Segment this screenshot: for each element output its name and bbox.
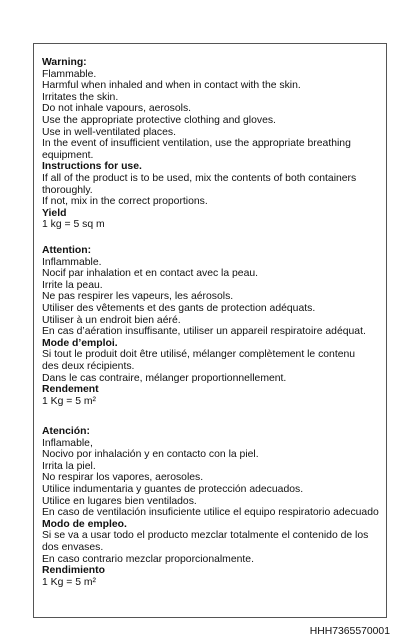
text-line: des deux récipients.	[42, 360, 135, 372]
text-line: Nocivo por inhalación y en contacto con la piel.	[42, 449, 259, 461]
text-line: Irrite la peau.	[42, 279, 103, 291]
text-line: equipment.	[42, 149, 94, 161]
text-line: Utilice indumentaria y guantes de protección adecuados.	[42, 483, 304, 495]
text-line: If not, mix in the correct proportions.	[42, 196, 208, 208]
text-line: 1 Kg = 5 m²	[42, 576, 96, 588]
text-line: dos envases.	[42, 541, 104, 553]
text-line: Nocif par inhalation et en contact avec la peau.	[42, 268, 259, 280]
section-heading: Warning:	[42, 57, 87, 68]
section-heading: Mode d’emploi.	[42, 337, 118, 349]
section-spanish	[42, 426, 382, 588]
text-line: En caso de ventilación insuficiente utilice el equipo respiratorio adecuado	[42, 507, 379, 519]
text-line: Irritates the skin.	[42, 91, 119, 103]
section-heading: Modo de empleo.	[42, 518, 127, 530]
text-line: Flammable.	[42, 68, 97, 80]
text-line: Dans le cas contraire, mélanger proportionnellement.	[42, 372, 287, 384]
text-line: 1 Kg = 5 m²	[42, 395, 96, 407]
text-line: No respirar los vapores, aerosoles.	[42, 472, 204, 484]
product-code: HHH7365570001	[309, 626, 390, 637]
text-line: If all of the product is to be used, mix the contents of both containers	[42, 172, 357, 184]
text-line: Harmful when inhaled and when in contact with the skin.	[42, 80, 301, 92]
text-line: Use the appropriate protective clothing and gloves.	[42, 114, 276, 126]
text-line: 1 kg = 5 sq m	[42, 219, 105, 231]
text-line: Si se va a usar todo el producto mezclar totalmente el contenido de los	[42, 530, 369, 542]
section-heading: Attention:	[42, 245, 92, 256]
section-french	[42, 245, 382, 407]
section-heading: Atención:	[42, 426, 90, 437]
text-line: Inflamable,	[42, 437, 93, 449]
text-line: In the event of insufficient ventilation, use the appropriate breathing	[42, 138, 351, 150]
text-line: Utiliser des vêtements et des gants de protection adéquats.	[42, 302, 316, 314]
section-heading: Rendement	[42, 384, 99, 396]
text-line: Use in well-ventilated places.	[42, 126, 176, 138]
section-heading: Yield	[42, 207, 67, 219]
text-line: En cas d’aération insuffisante, utiliser un appareil respiratoire adéquat.	[42, 326, 366, 338]
section-heading: Rendimiento	[42, 565, 105, 577]
text-line: Si tout le produit doit être utilisé, mélanger complètement le contenu	[42, 349, 356, 361]
text-line: Ne pas respirer les vapeurs, les aérosols.	[42, 291, 234, 303]
text-line: En caso contrario mezclar proporcionalmente.	[42, 553, 254, 565]
section-english	[42, 57, 382, 231]
label-box	[33, 43, 387, 618]
text-line: Utilice en lugares bien ventilados.	[42, 495, 197, 507]
text-line: Inflammable.	[42, 256, 102, 268]
text-line: Irrita la piel.	[42, 460, 96, 472]
text-line: Do not inhale vapours, aerosols.	[42, 103, 192, 115]
section-heading: Instructions for use.	[42, 161, 142, 173]
text-line: Utiliser à un endroit bien aéré.	[42, 314, 181, 326]
text-line: thoroughly.	[42, 184, 93, 196]
